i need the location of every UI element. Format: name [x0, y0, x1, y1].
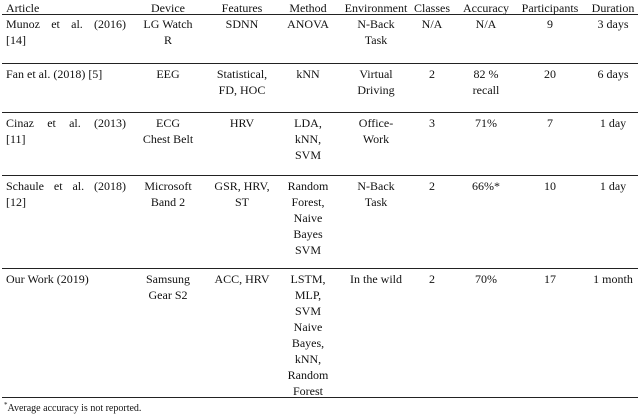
features-cell-line: SDNN	[225, 17, 259, 31]
duration-cell: 1 day	[599, 179, 627, 193]
duration-cell: 6 days	[597, 67, 629, 81]
environment-cell-line: Office-	[358, 116, 394, 130]
method-cell-line: Naive	[293, 320, 323, 334]
column-header-device: Device	[151, 1, 185, 15]
method-cell-line: Random	[287, 179, 329, 193]
column-header-classes: Classes	[414, 1, 450, 15]
environment-cell-line: Task	[364, 33, 388, 47]
device-cell-line: Microsoft	[144, 179, 192, 193]
column-header-features: Features	[221, 1, 263, 15]
article-cell-line: Our Work (2019)	[6, 272, 89, 286]
method-cell-line: kNN,	[294, 132, 322, 146]
classes-cell: N/A	[421, 17, 443, 31]
row-separator	[2, 112, 638, 113]
device-cell-line: Band 2	[150, 195, 186, 209]
participants-cell: 7	[547, 116, 553, 130]
duration-cell: 1 day	[599, 116, 627, 130]
device-cell-line: ECG	[156, 116, 180, 130]
features-cell-line: ACC, HRV	[214, 272, 270, 286]
features-cell-line: HRV	[229, 116, 255, 130]
method-cell-line: SVM	[294, 148, 321, 162]
device-cell-line: Chest Belt	[142, 132, 194, 146]
article-cell-line: [11]	[6, 132, 26, 146]
method-cell-line: SVM	[294, 243, 321, 257]
environment-cell-line: Virtual	[359, 67, 393, 81]
row-separator	[2, 175, 638, 176]
footnote-marker: *	[4, 401, 8, 409]
participants-cell: 17	[544, 272, 556, 286]
classes-cell: 2	[429, 179, 435, 193]
column-header-environment: Environment	[344, 1, 408, 15]
device-cell-line: Samsung	[145, 272, 190, 286]
accuracy-cell-line: 71%	[475, 116, 497, 130]
method-cell-line: Bayes	[293, 227, 323, 241]
method-cell-line: LDA,	[294, 116, 322, 130]
article-cell-line: Fan et al. (2018) [5]	[6, 67, 103, 81]
row-separator	[2, 63, 638, 64]
features-cell-line: FD, HOC	[218, 83, 266, 97]
method-cell-line: ANOVA	[287, 17, 329, 31]
method-cell-line: kNN,	[294, 352, 322, 366]
features-cell-line: ST	[234, 195, 249, 209]
participants-cell: 9	[547, 17, 553, 31]
device-cell-line: EEG	[156, 67, 180, 81]
method-cell-line: kNN	[296, 67, 320, 81]
classes-cell: 2	[429, 67, 435, 81]
article-cell-line: [12]	[6, 195, 26, 209]
method-cell-line: SVM	[294, 304, 321, 318]
accuracy-cell-line: 82 %	[473, 67, 499, 81]
participants-cell: 10	[544, 179, 556, 193]
method-cell-line: Random	[287, 368, 329, 382]
environment-cell-line: N-Back	[357, 17, 395, 31]
footnote-text: Average accuracy is not reported.	[7, 403, 142, 414]
method-cell-line: Forest,	[291, 195, 325, 209]
classes-cell: 3	[429, 116, 435, 130]
method-cell-line: Bayes,	[291, 336, 325, 350]
accuracy-cell-line: 66%*	[472, 179, 500, 193]
environment-cell-line: Work	[362, 132, 390, 146]
environment-cell-line: In the wild	[350, 272, 402, 286]
column-header-duration: Duration	[591, 1, 635, 15]
table-footnote	[4, 399, 141, 415]
column-header-participants: Participants	[521, 1, 579, 15]
accuracy-cell-line: N/A	[475, 17, 497, 31]
duration-cell: 3 days	[597, 17, 629, 31]
row-separator	[2, 268, 638, 269]
method-cell-line: MLP,	[294, 288, 322, 302]
method-cell-line: Naive	[293, 211, 323, 225]
environment-cell-line: Driving	[357, 83, 395, 97]
column-header-method: Method	[289, 1, 327, 15]
article-cell-line: Cinaz et al. (2013)	[6, 116, 126, 130]
row-separator	[2, 14, 638, 15]
column-header-accuracy: Accuracy	[463, 1, 509, 15]
features-cell-line: GSR, HRV,	[214, 179, 270, 193]
method-cell-line: LSTM,	[290, 272, 326, 286]
environment-cell-line: Task	[364, 195, 388, 209]
classes-cell: 2	[429, 272, 435, 286]
device-cell-line: R	[163, 33, 172, 47]
article-cell-line: Munoz et al. (2016)	[6, 17, 126, 31]
method-cell-line: Forest	[293, 384, 323, 398]
device-cell-line: LG Watch	[143, 17, 193, 31]
duration-cell: 1 month	[593, 272, 633, 286]
features-cell-line: Statistical,	[216, 67, 268, 81]
column-header-article: Article	[6, 1, 40, 15]
accuracy-cell-line: recall	[472, 83, 500, 97]
participants-cell: 20	[544, 67, 556, 81]
environment-cell-line: N-Back	[357, 179, 395, 193]
article-cell-line: Schaule et al. (2018)	[6, 179, 126, 193]
device-cell-line: Gear S2	[148, 288, 188, 302]
accuracy-cell-line: 70%	[475, 272, 497, 286]
article-cell-line: [14]	[6, 33, 26, 47]
